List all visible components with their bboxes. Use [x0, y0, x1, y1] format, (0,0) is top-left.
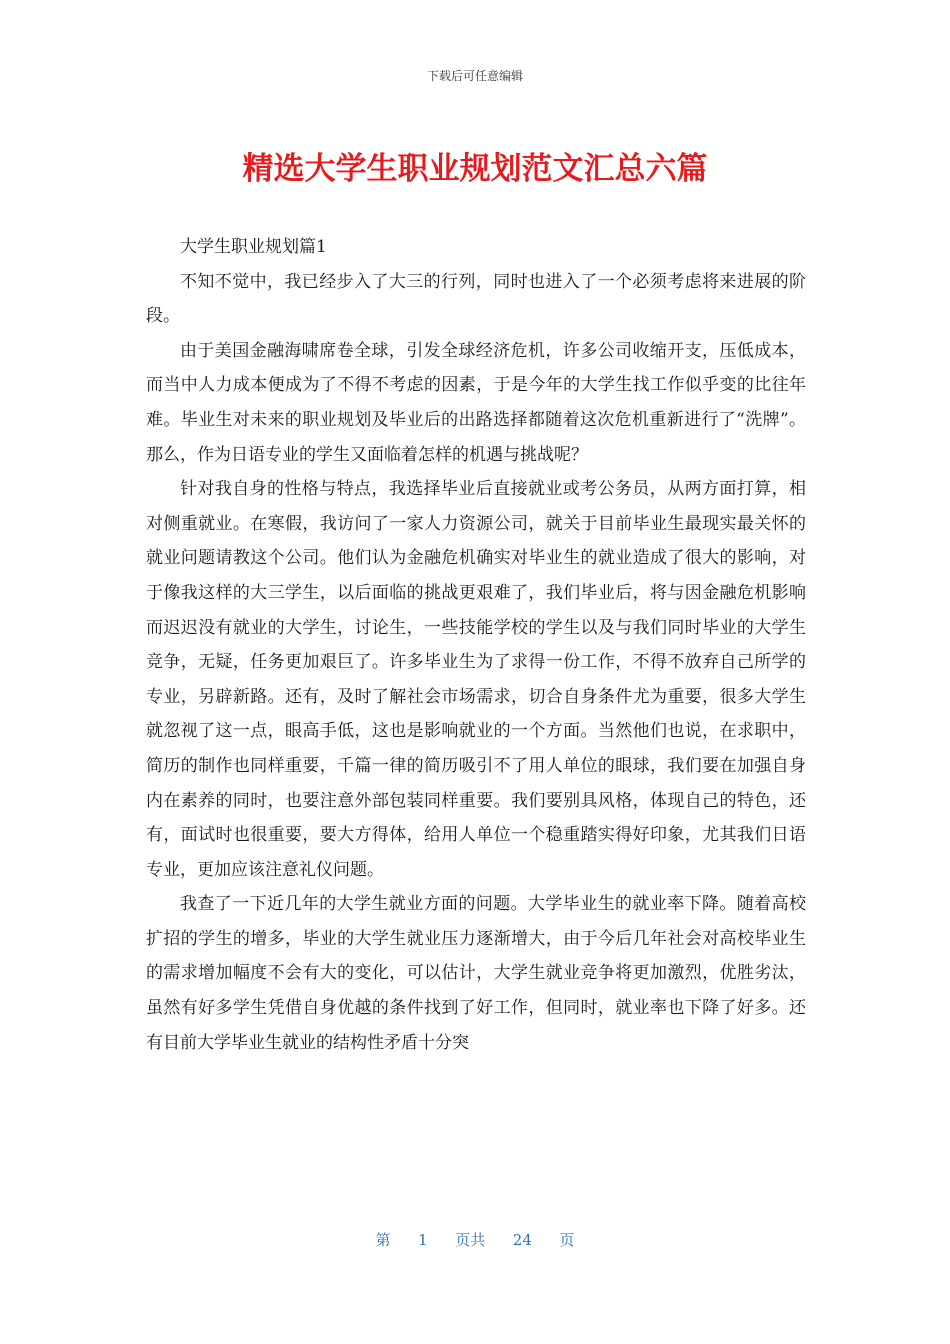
paragraph: 不知不觉中，我已经步入了大三的行列，同时也进入了一个必须考虑将来进展的阶段。 [146, 271, 806, 327]
page-label-mid: 页共 [455, 1231, 486, 1249]
document-body [146, 230, 806, 1060]
paragraph: 由于美国金融海啸席卷全球，引发全球经济危机，许多公司收缩开支，压低成本，而当中人力成本便成为了不得不考虑的因素，于是今年的大学生找工作似乎变的比往年难。毕业生对未来的职业规划及毕业后的出路选择都随着这次危机重新进行了“洗牌”。那么，作为日语专业的学生又面临着怎样的机遇与挑战呢？ [146, 340, 806, 465]
total-pages: 24 [512, 1231, 532, 1249]
page-label-suffix: 页 [559, 1231, 575, 1249]
document-title: 精选大学生职业规划范文汇总六篇 [242, 151, 708, 187]
section-heading: 大学生职业规划篇1 [180, 237, 327, 257]
paragraph: 针对我自身的性格与特点，我选择毕业后直接就业或考公务员，从两方面打算，相对侧重就业。在寒假，我访问了一家人力资源公司，就关于目前毕业生最现实最关怀的就业问题请教这个公司。他们认为金融危机确实对毕业生的就业造成了很大的影响，对于像我这样的大三学生，以后面临的挑战更艰难了，我们毕业后，将与因金融危机影响而迟迟没有就业的大学生，讨论生，一些技能学校的学生以及与我们同时毕业的大学生竞争，无疑，任务更加艰巨了。许多毕业生为了求得一份工作，不得不放弃自己所学的专业，另辟新路。还有，及时了解社会市场需求，切合自身条件尤为重要，很多大学生就忽视了这一点，眼高手低，这也是影响就业的一个方面。当然他们也说，在求职中，简历的制作也同样重要，千篇一律的简历吸引不了用人单位的眼球，我们要在加强自身内在素养的同时，也要注意外部包装同样重要。我们要别具风格，体现自己的特色，还有，面试时也很重要，要大方得体，给用人单位一个稳重踏实得好印象，尤其我们日语专业，更加应该注意礼仪问题。 [146, 479, 806, 880]
paragraph: 我查了一下近几年的大学生就业方面的问题。大学毕业生的就业率下降。随着高校扩招的学生的增多，毕业的大学生就业压力逐渐增大，由于今后几年社会对高校毕业生的需求增加幅度不会有大的变化，可以估计，大学生就业竞争将更加激烈，优胜劣汰，虽然有好多学生凭借自身优越的条件找到了好工作，但同时，就业率也下降了好多。还有目前大学毕业生就业的结构性矛盾十分突 [146, 894, 806, 1053]
page-footer [0, 1229, 950, 1250]
page-number: 1 [418, 1231, 428, 1249]
page-label-prefix: 第 [375, 1231, 391, 1249]
header-note: 下载后可任意编辑 [426, 69, 523, 83]
